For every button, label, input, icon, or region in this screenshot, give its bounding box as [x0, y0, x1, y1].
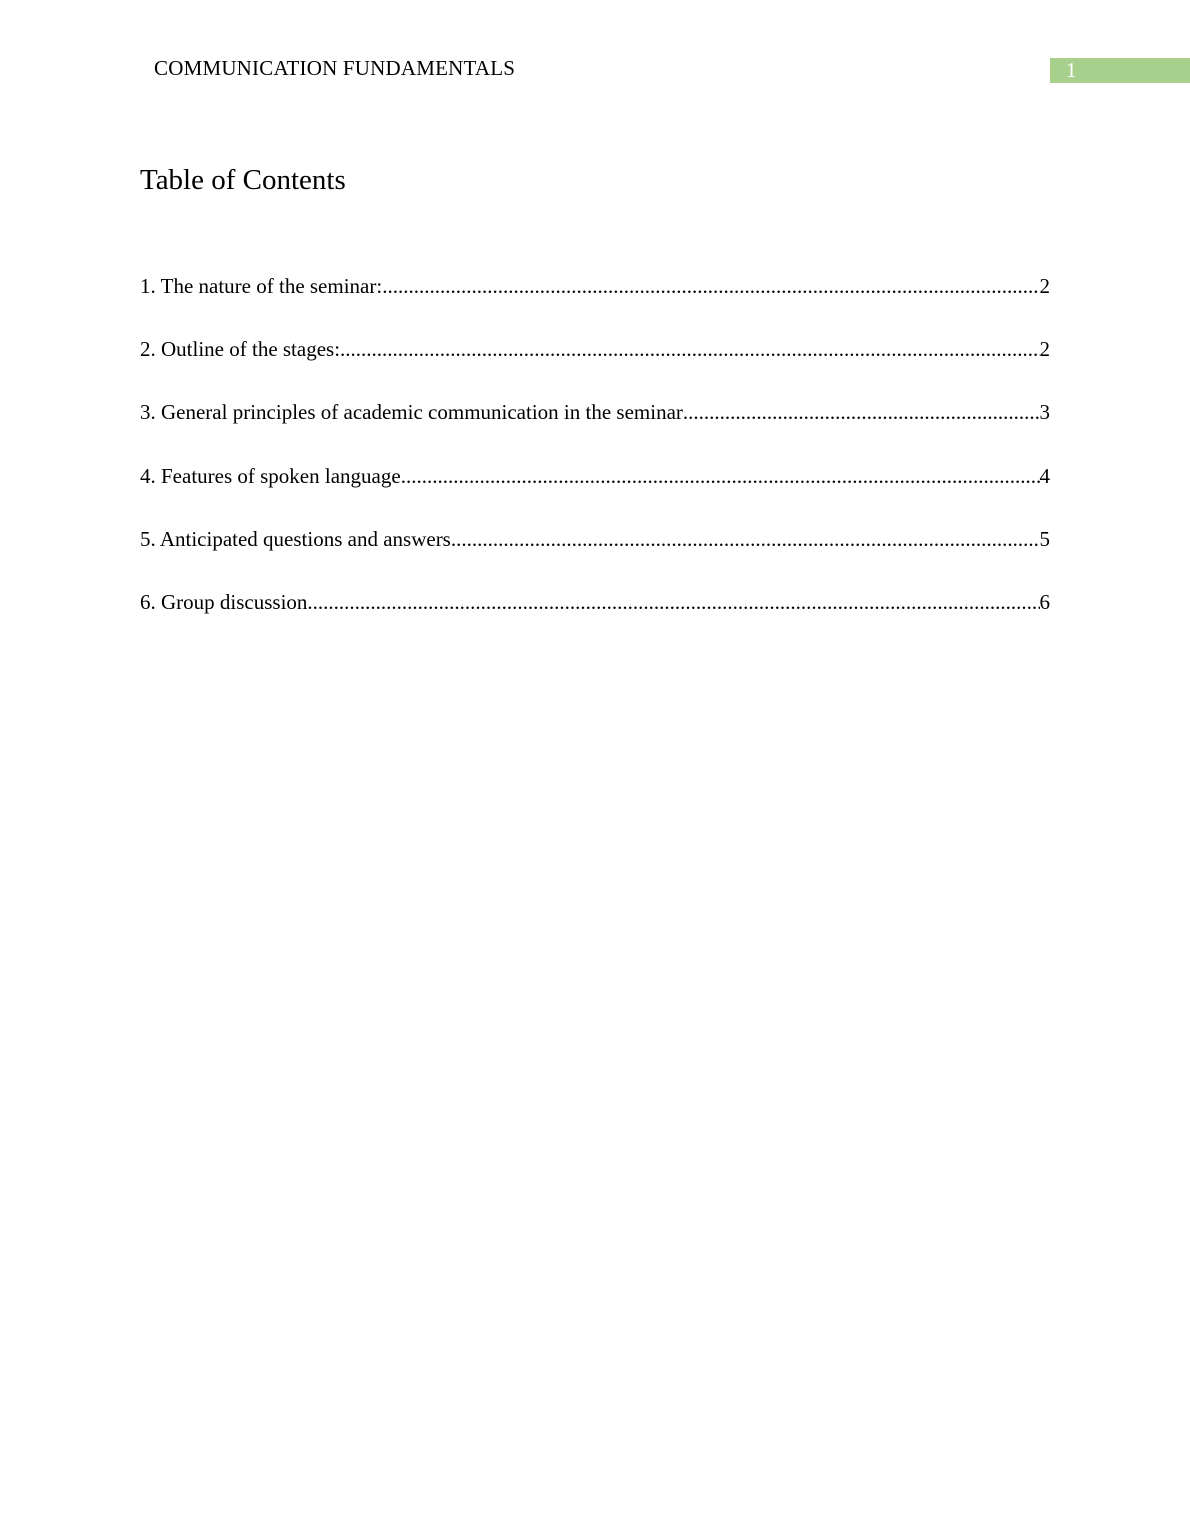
toc-entry-page: 2: [1039, 337, 1050, 362]
toc-entry-2[interactable]: [140, 333, 1050, 396]
toc-entry-text: 1. The nature of the seminar:: [140, 274, 383, 298]
toc-entry-page: 5: [1039, 526, 1050, 551]
toc-entry-text: 3. General principles of academic communication in the seminar: [140, 400, 683, 425]
toc-dot-leader: [382, 270, 1039, 302]
toc-entry-text: 6. Group discussion: [140, 589, 308, 614]
toc-heading: Table of Contents: [140, 164, 346, 196]
toc-entry-page: 4: [1039, 463, 1050, 488]
toc-entry-3[interactable]: [140, 396, 1050, 459]
toc-list: [140, 270, 1050, 649]
toc-entry-page: 2: [1039, 274, 1050, 298]
running-header-title: COMMUNICATION FUNDAMENTALS: [154, 56, 516, 80]
toc-entry-text: 2. Outline of the stages:: [140, 337, 341, 362]
toc-entry-page: 3: [1039, 400, 1050, 425]
toc-dot-leader: [451, 523, 1040, 555]
toc-entry-4[interactable]: [140, 460, 1050, 523]
toc-dot-leader: [307, 586, 1039, 618]
toc-dot-leader: [401, 460, 1040, 492]
toc-entry-1[interactable]: [140, 270, 1050, 333]
toc-entry-page: 6: [1039, 589, 1050, 614]
toc-dot-leader: [340, 333, 1039, 365]
toc-entry-text: 4. Features of spoken language: [140, 463, 401, 488]
toc-entry-text: 5. Anticipated questions and answers: [140, 526, 451, 551]
toc-dot-leader: [683, 396, 1040, 428]
page-number: 1: [1066, 58, 1077, 82]
page-number-box: [1050, 58, 1190, 83]
toc-entry-6[interactable]: [140, 586, 1050, 649]
toc-entry-5[interactable]: [140, 523, 1050, 586]
